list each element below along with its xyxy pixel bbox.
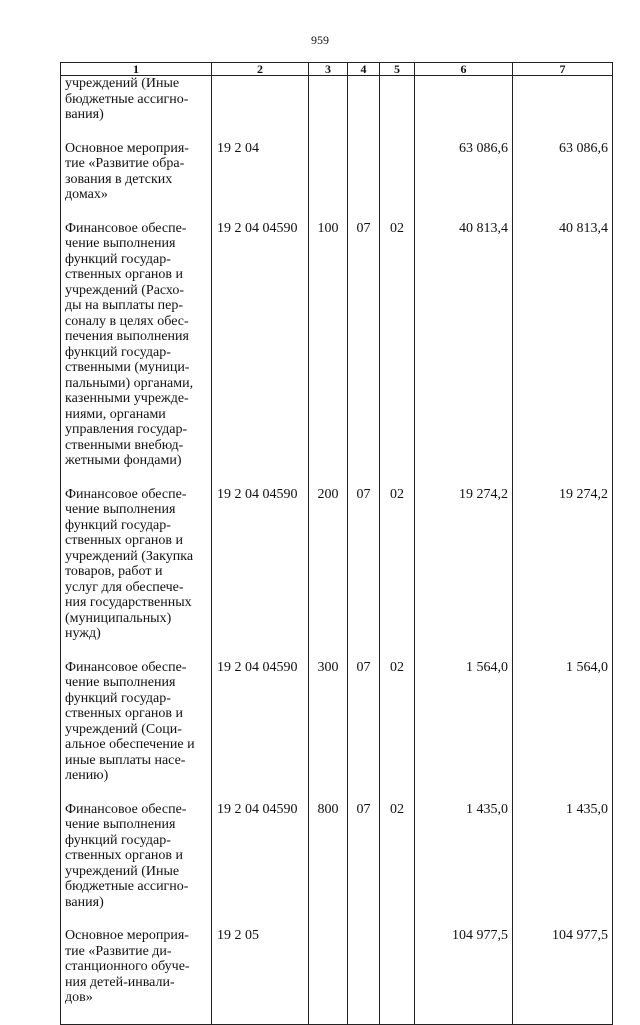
spacer-cell: [513, 1006, 613, 1025]
spacer-cell: [348, 469, 380, 487]
description-line: вания): [65, 107, 104, 122]
description-line: ниями, органами: [65, 406, 166, 422]
spacer-cell: [415, 469, 513, 487]
spacer-cell: [61, 203, 212, 221]
amount-cell: 19 274,2: [513, 487, 613, 642]
spacer-cell: [513, 784, 613, 802]
spacer-cell: [61, 784, 212, 802]
spacer-cell: [61, 910, 212, 928]
description-line: бюджетные ассигно-: [65, 91, 189, 107]
table-row: [61, 487, 613, 642]
spacer-cell: [212, 910, 309, 928]
section-cell: [348, 928, 380, 1006]
spacer-cell: [513, 123, 613, 141]
table-body: [61, 76, 613, 1025]
description-cell: [61, 141, 212, 203]
description-line: Финансовое обеспе-: [65, 220, 187, 236]
type-cell: [309, 928, 348, 1006]
description-cell: [61, 487, 212, 642]
code-cell: 19 2 04 04590: [212, 802, 309, 911]
spacer-cell: [415, 910, 513, 928]
description-line: чение выполнения: [65, 236, 176, 251]
type-cell: 200: [309, 487, 348, 642]
spacer-cell: [61, 123, 212, 141]
description-line: услуг для обеспече-: [65, 579, 184, 595]
code-cell: 19 2 04 04590: [212, 660, 309, 784]
description-line: функций государ-: [65, 251, 171, 267]
description-line: ды на выплаты пер-: [65, 298, 183, 313]
description-line: лению): [65, 768, 109, 783]
description-line: ственных органов и: [65, 533, 184, 548]
spacer-cell: [348, 1006, 380, 1025]
spacer-cell: [212, 784, 309, 802]
row-spacer: [61, 123, 613, 141]
amount-cell: 40 813,4: [513, 221, 613, 469]
column-header-1: 1: [61, 63, 212, 76]
description-line: учреждений (Иные: [65, 863, 180, 879]
code-cell: 19 2 04: [212, 141, 309, 203]
subsection-cell: [380, 928, 415, 1006]
description-cell: [61, 928, 212, 1006]
description-line: соналу в целях обес-: [65, 313, 189, 329]
table-row: [61, 141, 613, 203]
spacer-cell: [380, 123, 415, 141]
description-line: учреждений (Закупка: [65, 548, 194, 564]
spacer-cell: [380, 784, 415, 802]
description-line: чение выполнения: [65, 675, 176, 690]
description-cell: [61, 76, 212, 123]
spacer-cell: [415, 642, 513, 660]
row-spacer: [61, 1006, 613, 1025]
spacer-cell: [61, 642, 212, 660]
table-row: [61, 928, 613, 1006]
spacer-cell: [348, 123, 380, 141]
description-cell: [61, 660, 212, 784]
column-header-4: 4: [348, 63, 380, 76]
spacer-cell: [415, 1006, 513, 1025]
spacer-cell: [513, 469, 613, 487]
description-line: зования в детских: [65, 171, 173, 187]
code-cell: 19 2 05: [212, 928, 309, 1006]
type-cell: [309, 141, 348, 203]
amount-cell: 1 435,0: [415, 802, 513, 911]
amount-cell: 1 564,0: [415, 660, 513, 784]
description-line: чение выполнения: [65, 817, 176, 832]
section-cell: 07: [348, 660, 380, 784]
spacer-cell: [212, 203, 309, 221]
description-line: казенными учрежде-: [65, 391, 189, 406]
spacer-cell: [380, 1006, 415, 1025]
description-line: пальными) органами,: [65, 375, 194, 391]
spacer-cell: [513, 910, 613, 928]
spacer-cell: [380, 203, 415, 221]
page-number: 959: [311, 33, 329, 47]
description-line: (муниципальных): [65, 610, 172, 626]
type-cell: [309, 76, 348, 123]
table-row: [61, 76, 613, 123]
description-line: тие «Развитие ди-: [65, 943, 172, 959]
section-cell: 07: [348, 802, 380, 911]
subsection-cell: [380, 76, 415, 123]
amount-cell: 63 086,6: [513, 141, 613, 203]
column-header-6: 6: [415, 63, 513, 76]
description-line: Финансовое обеспе-: [65, 486, 187, 502]
row-spacer: [61, 203, 613, 221]
spacer-cell: [212, 123, 309, 141]
description-line: ния государственных: [65, 595, 192, 610]
section-cell: 07: [348, 221, 380, 469]
spacer-cell: [309, 123, 348, 141]
description-line: ственными (муници-: [65, 360, 190, 375]
section-cell: [348, 141, 380, 203]
description-line: ственных органов и: [65, 848, 184, 863]
spacer-cell: [380, 469, 415, 487]
spacer-cell: [309, 469, 348, 487]
subsection-cell: 02: [380, 487, 415, 642]
spacer-cell: [212, 469, 309, 487]
column-header-2: 2: [212, 63, 309, 76]
spacer-cell: [309, 910, 348, 928]
description-line: функций государ-: [65, 517, 171, 533]
table-row: [61, 221, 613, 469]
description-line: дов»: [65, 990, 93, 1005]
amount-cell: 19 274,2: [415, 487, 513, 642]
type-cell: 100: [309, 221, 348, 469]
spacer-cell: [348, 203, 380, 221]
budget-table: [60, 62, 613, 1025]
description-line: ственных органов и: [65, 706, 184, 721]
description-line: печения выполнения: [65, 329, 189, 344]
subsection-cell: 02: [380, 660, 415, 784]
amount-cell: [415, 76, 513, 123]
description-line: бюджетные ассигно-: [65, 879, 189, 894]
amount-cell: 63 086,6: [415, 141, 513, 203]
table-row: [61, 660, 613, 784]
subsection-cell: [380, 141, 415, 203]
description-cell: [61, 802, 212, 911]
spacer-cell: [415, 203, 513, 221]
description-line: чение выполнения: [65, 502, 176, 517]
amount-cell: 40 813,4: [415, 221, 513, 469]
description-cell: [61, 221, 212, 469]
spacer-cell: [415, 123, 513, 141]
amount-cell: 1 435,0: [513, 802, 613, 911]
column-header-3: 3: [309, 63, 348, 76]
row-spacer: [61, 910, 613, 928]
description-line: Основное мероприя-: [65, 928, 189, 943]
table-row: [61, 802, 613, 911]
amount-cell: 1 564,0: [513, 660, 613, 784]
spacer-cell: [309, 1006, 348, 1025]
subsection-cell: 02: [380, 802, 415, 911]
description-line: ственными внебюд-: [65, 437, 184, 453]
description-line: товаров, работ и: [65, 564, 163, 579]
spacer-cell: [380, 910, 415, 928]
row-spacer: [61, 469, 613, 487]
description-line: функций государ-: [65, 832, 171, 848]
spacer-cell: [61, 469, 212, 487]
spacer-cell: [212, 1006, 309, 1025]
code-cell: 19 2 04 04590: [212, 487, 309, 642]
spacer-cell: [61, 1006, 212, 1025]
subsection-cell: 02: [380, 221, 415, 469]
spacer-cell: [212, 642, 309, 660]
type-cell: 800: [309, 802, 348, 911]
description-line: жетными фондами): [65, 453, 182, 468]
section-cell: 07: [348, 487, 380, 642]
type-cell: 300: [309, 660, 348, 784]
amount-cell: [513, 76, 613, 123]
spacer-cell: [415, 784, 513, 802]
spacer-cell: [380, 642, 415, 660]
spacer-cell: [309, 203, 348, 221]
description-line: функций государ-: [65, 344, 171, 360]
spacer-cell: [309, 784, 348, 802]
spacer-cell: [348, 784, 380, 802]
description-line: учреждений (Расхо-: [65, 282, 185, 298]
description-line: домах»: [65, 187, 108, 202]
description-line: учреждений (Иные: [65, 76, 180, 91]
section-cell: [348, 76, 380, 123]
spacer-cell: [348, 642, 380, 660]
description-line: функций государ-: [65, 690, 171, 706]
column-header-5: 5: [380, 63, 415, 76]
description-line: учреждений (Соци-: [65, 721, 182, 737]
description-line: управления государ-: [65, 422, 188, 437]
column-header-7: 7: [513, 63, 613, 76]
amount-cell: 104 977,5: [513, 928, 613, 1006]
description-line: Финансовое обеспе-: [65, 801, 187, 817]
spacer-cell: [513, 642, 613, 660]
description-line: иные выплаты насе-: [65, 752, 186, 768]
spacer-cell: [513, 203, 613, 221]
spacer-cell: [348, 910, 380, 928]
description-line: нужд): [65, 626, 101, 641]
spacer-cell: [309, 642, 348, 660]
description-line: Основное мероприя-: [65, 140, 189, 156]
row-spacer: [61, 642, 613, 660]
description-line: ственных органов и: [65, 267, 184, 282]
description-line: альное обеспечение и: [65, 737, 195, 752]
description-line: вания): [65, 894, 104, 910]
amount-cell: 104 977,5: [415, 928, 513, 1006]
description-line: Финансовое обеспе-: [65, 659, 187, 675]
code-cell: [212, 76, 309, 123]
description-line: ния детей-инвали-: [65, 974, 175, 990]
row-spacer: [61, 784, 613, 802]
description-line: станционного обуче-: [65, 959, 190, 974]
description-line: тие «Развитие обра-: [65, 156, 185, 171]
code-cell: 19 2 04 04590: [212, 221, 309, 469]
header-row: [61, 63, 613, 76]
